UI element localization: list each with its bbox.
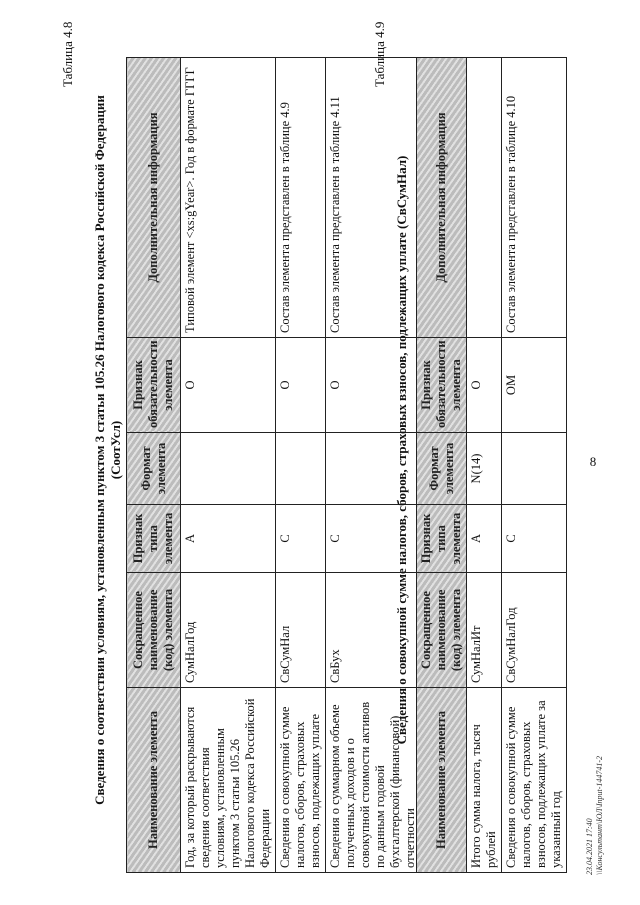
- table-row: [276, 58, 326, 873]
- table-48-header-name: Наименование элемента: [127, 688, 181, 873]
- cell-info: Состав элемента представлен в таблице 4.10: [502, 58, 567, 338]
- table-49-header-type: Признак типа элемента: [417, 505, 467, 573]
- cell-required: О: [326, 338, 421, 433]
- cell-code: СумНалГод: [181, 573, 276, 688]
- cell-format: [276, 433, 326, 505]
- table-48-header-required: Признак обязательности элемента: [127, 338, 181, 433]
- table-49-header-info: Дополнительная информация: [417, 58, 467, 338]
- cell-code: СвСумНал: [276, 573, 326, 688]
- cell-required: О: [181, 338, 276, 433]
- cell-name: Сведения о совокупной сумме налогов, сборов, страховых взносов, подлежащих уплате: [276, 688, 326, 873]
- footer-stamp: [585, 756, 605, 875]
- table-48-title-line2: (СоотУсл): [108, 420, 123, 480]
- cell-format: [502, 433, 567, 505]
- table-48-header-info: Дополнительная информация: [127, 58, 181, 338]
- cell-type: С: [276, 505, 326, 573]
- cell-required: О: [467, 338, 502, 433]
- footer-path: \\Консультант\ЮЛ\Input-144741-2: [595, 755, 604, 875]
- cell-info: Состав элемента представлен в таблице 4.9: [276, 58, 326, 338]
- table-49-header-format: Формат элемента: [417, 433, 467, 505]
- cell-info: Состав элемента представлен в таблице 4.11: [326, 58, 421, 338]
- table-49-header-code: Сокращенное наименование (код) элемента: [417, 573, 467, 688]
- cell-code: СумНалИт: [467, 573, 502, 688]
- cell-format: [181, 433, 276, 505]
- table-48-header-type: Признак типа элемента: [127, 505, 181, 573]
- cell-code: СвСумНалГод: [502, 573, 567, 688]
- cell-required: О: [276, 338, 326, 433]
- table-49-header-name: Наименование элемента: [417, 688, 467, 873]
- footer-date: 23.04.2021 17:40: [585, 818, 594, 875]
- cell-name: Сведения о совокупной сумме налогов, сборов, страховых взносов, подлежащих уплате за указанный год: [502, 688, 567, 873]
- table-48: [126, 57, 421, 873]
- cell-info: Типовой элемент <xs:gYear>. Год в формате ГГГГ: [181, 58, 276, 338]
- table-48-title: [92, 55, 124, 845]
- table-49-header-row: [417, 58, 467, 873]
- cell-info: [467, 58, 502, 338]
- table-49-title: Сведения о совокупной сумме налогов, сборов, страховых взносов, подлежащих уплате (СвСумНал): [394, 155, 409, 745]
- cell-code: СвБух: [326, 573, 421, 688]
- table-48-title-line1: Сведения о соответствии условиям, установленным пунктом 3 статьи 105.26 Налогового кодекса Российской Федерации: [92, 95, 107, 805]
- cell-name: Год, за который раскрываются сведения соответствия условиям, установленным пунктом 3 статьи 105.26 Налогового кодекса Российской Федерации: [181, 688, 276, 873]
- table-row: [467, 58, 502, 873]
- cell-name: Итого сумма налога, тысяч рублей: [467, 688, 502, 873]
- cell-type: А: [181, 505, 276, 573]
- table-row: [502, 58, 567, 873]
- cell-required: ОМ: [502, 338, 567, 433]
- table-49: [416, 57, 567, 873]
- table-49-label: Таблица 4.9: [372, 21, 387, 87]
- cell-name: Сведения о суммарном объеме полученных доходов и о совокупной стоимости активов по данным годовой бухгалтерской (финансовой) отчетности: [326, 688, 421, 873]
- table-48-label: Таблица 4.8: [60, 21, 75, 87]
- page-number: 8: [589, 453, 597, 469]
- cell-format: N(14): [467, 433, 502, 505]
- table-48-header-format: Формат элемента: [127, 433, 181, 505]
- table-48-header-code: Сокращенное наименование (код) элемента: [127, 573, 181, 688]
- cell-type: А: [467, 505, 502, 573]
- table-48-header-row: [127, 58, 181, 873]
- table-row: [181, 58, 276, 873]
- cell-type: С: [326, 505, 421, 573]
- cell-type: С: [502, 505, 567, 573]
- table-49-header-required: Признак обязательности элемента: [417, 338, 467, 433]
